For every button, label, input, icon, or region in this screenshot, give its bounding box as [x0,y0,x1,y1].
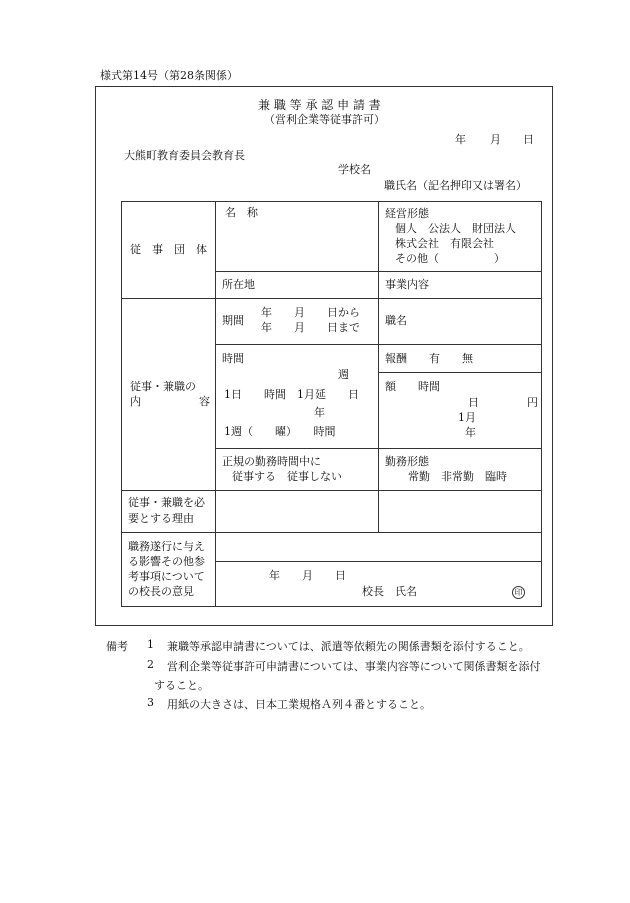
date-month-label: 月 [490,133,501,146]
amount-year-label: 年 [465,426,476,439]
period-to: 年 月 日まで [261,321,360,334]
applicant-name-label: 職氏名（記名押印又は署名） [384,179,527,192]
org-address-label: 所在地 [222,278,255,291]
opinion-label-line1: 職務遂行に与え [128,540,205,553]
work-style-options: 常勤 非常勤 臨時 [408,470,507,483]
amount-yen-label: 円 [527,396,538,409]
org-section-header: 従 事 団 体 [130,243,207,256]
business-content-label: 事業内容 [385,278,429,291]
reason-label-line1: 従事・兼職を必 [128,496,205,509]
note-3-text: 用紙の大きさは、日本工業規格Ａ列４番とすること。 [167,698,431,711]
hours-label: 時間 [222,352,244,365]
form-subtitle: （営利企業等従事許可） [264,113,385,126]
regular-hours-label: 正規の勤務時間中に [222,455,321,468]
column-divider [378,202,379,532]
opinion-date: 年 月 日 [269,569,346,582]
note-2-number: 2 [147,658,154,671]
work-section-header-line2-right: 容 [199,395,210,408]
principal-name-label: 校長 氏名 [362,585,417,598]
seal-glyph: 印 [512,586,525,599]
note-1-text: 兼職等承認申請書については、派遣等依頼先の関係書類を添付すること。 [167,640,530,653]
amount-label: 額 時間 [385,380,440,393]
column-divider [215,202,216,606]
hours-daily-monthly: 1日 時間 1月延 日 [224,388,359,401]
date-year-label: 年 [455,133,466,146]
amount-day-label: 日 [468,396,479,409]
work-section-header-line2-left: 内 [130,395,141,408]
amount-month-label: 1月 [458,411,476,424]
row-divider [122,532,541,533]
work-section-header-line1: 従事・兼職の [130,380,196,393]
notes-label: 備考 [106,640,128,653]
period-from: 年 月 日から [261,306,360,319]
work-style-label: 勤務形態 [385,455,429,468]
seal-mark [512,585,525,599]
business-type-options-3: その他（ ） [395,252,505,265]
row-divider [378,372,541,373]
job-title-label: 職名 [385,314,407,327]
hours-weekly: 1週（ 曜） 時間 [224,425,336,438]
form-number: 様式第14号（第28条関係） [100,69,238,82]
note-1-number: 1 [147,638,154,651]
business-type-options-2: 株式会社 有限会社 [395,237,494,250]
opinion-label-line3: 考事項について [128,570,205,583]
row-divider [122,490,541,491]
application-table [121,201,542,607]
business-type-options-1: 個人 公法人 財団法人 [395,222,516,235]
school-name-label: 学校名 [338,163,371,176]
regular-hours-options: 従事する 従事しない [232,470,342,483]
opinion-label-line2: る影響その他参 [128,555,205,568]
org-name-label: 名 称 [225,206,258,219]
note-2-text-line1: 営利企業等従事許可申請書については、事業内容等について関係書類を添付 [167,660,541,673]
row-divider [215,561,541,562]
business-type-label: 経営形態 [385,207,429,220]
period-label: 期間 [222,314,244,327]
hours-year-label: 年 [314,406,325,419]
hours-week-label: 週 [338,368,349,381]
form-title: 兼 職 等 承 認 申 請 書 [258,98,381,112]
reason-label-line2: 要とする理由 [128,512,194,525]
remuneration-yes-no: 報酬 有 無 [385,352,473,365]
note-3-number: 3 [147,696,154,709]
note-2-text-line2: すること。 [154,679,209,692]
opinion-label-line4: の校長の意見 [128,585,194,598]
date-day-label: 日 [523,133,534,146]
addressee: 大熊町教育委員会教育長 [124,149,245,162]
row-divider [122,298,541,299]
